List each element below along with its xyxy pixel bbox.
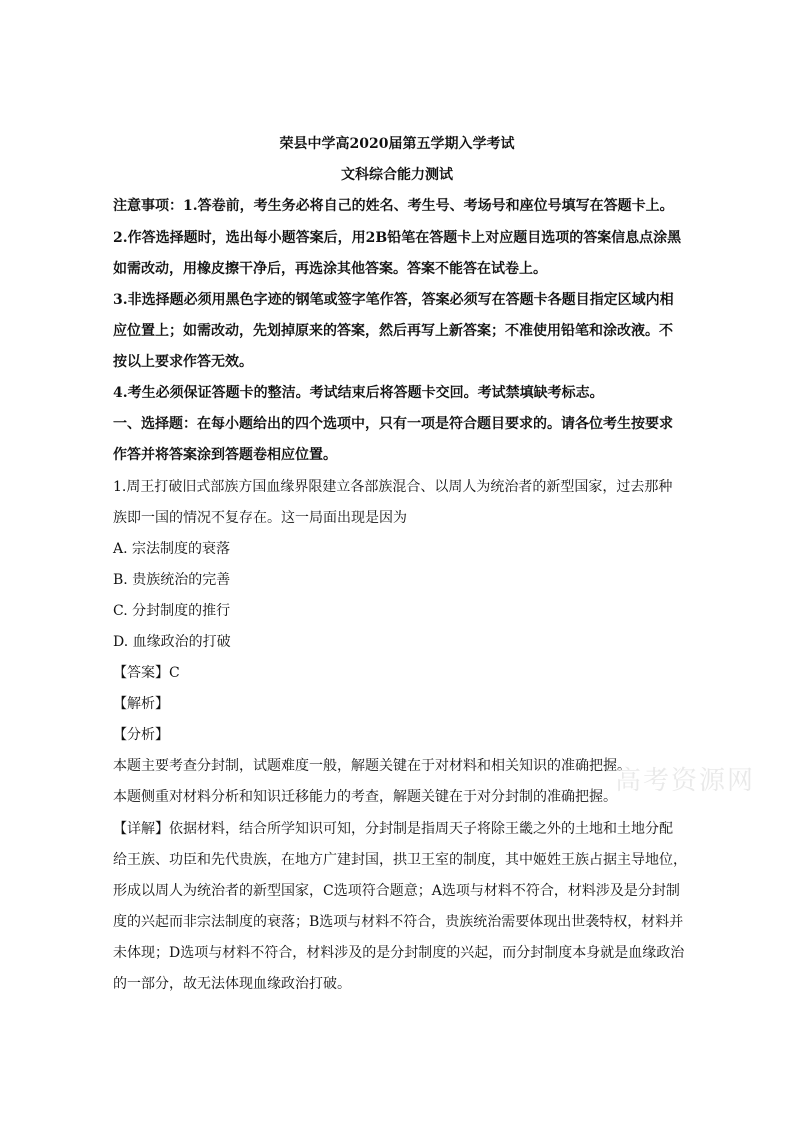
fenxi-heading: 【分析】 (113, 727, 169, 743)
notice-line: 如需改动，用橡皮擦干净后，再选涂其他答案。答案不能答在试卷上。 (113, 261, 547, 277)
option-d: D. 血缘政治的打破 (113, 634, 231, 650)
notice-line: 注意事项：1.答卷前，考生务必将自己的姓名、考生号、考场号和座位号填写在答题卡上。 (113, 198, 674, 214)
fenxi-text: 本题侧重对材料分析和知识迁移能力的考查，解题关键在于对分封制的准确把握。 (113, 789, 617, 805)
exam-title: 荣县中学高2020届第五学期入学考试 (279, 136, 515, 152)
detail-text: 未体现；D选项与材料不符合，材料涉及的是分封制度的兴起，而分封制度本身就是血缘政治 (113, 945, 685, 961)
notice-line: 应位置上；如需改动，先划掉原来的答案，然后再写上新答案；不准使用铅笔和涂改液。不 (113, 323, 673, 339)
question-stem: 1.周王打破旧式部族方国血缘界限建立各部族混合、以周人为统治者的新型国家，过去那种 (113, 479, 673, 495)
detail-text: 【详解】依据材料，结合所学知识可知，分封制是指周天子将除王畿之外的土地和土地分配 (113, 821, 673, 837)
section-heading: 作答并将答案涂到答题卷相应位置。 (113, 447, 337, 463)
option-a: A. 宗法制度的衰落 (113, 541, 231, 557)
watermark: 高考资源网 (615, 766, 756, 796)
detail-text: 给王族、功臣和先代贵族，在地方广建封国，拱卫王室的制度，其中姬姓王族占据主导地位， (113, 852, 687, 868)
exam-subtitle: 文科综合能力测试 (341, 167, 453, 183)
fenxi-text: 本题主要考查分封制，试题难度一般，解题关键在于对材料和相关知识的准确把握。 (113, 758, 631, 774)
option-b: B. 贵族统治的完善 (113, 572, 231, 588)
option-c: C. 分封制度的推行 (113, 603, 231, 619)
detail-text: 度的兴起而非宗法制度的衰落；B选项与材料不符合，贵族统治需要体现出世袭特权，材料并 (113, 914, 684, 930)
detail-text: 形成以周人为统治者的新型国家，C选项符合题意；A选项与材料不符合，材料涉及是分封制 (113, 883, 680, 899)
notice-line: 3.非选择题必须用黑色字迹的钢笔或签字笔作答，答案必须写在答题卡各题目指定区域内相 (113, 292, 674, 308)
section-heading: 一、选择题：在每小题给出的四个选项中，只有一项是符合题目要求的。请各位考生按要求 (113, 416, 673, 432)
notice-line: 按以上要求作答无效。 (113, 354, 253, 370)
answer: 【答案】C (113, 665, 180, 681)
detail-text: 的一部分，故无法体现血缘政治打破。 (113, 976, 351, 992)
analysis-heading: 【解析】 (113, 696, 169, 712)
question-stem: 族即一国的情况不复存在。这一局面出现是因为 (113, 510, 407, 526)
notice-line: 2.作答选择题时，选出每小题答案后，用2B铅笔在答题卡上对应题目选项的答案信息点涂黑 (113, 230, 682, 246)
notice-line: 4.考生必须保证答题卡的整洁。考试结束后将答题卡交回。考试禁填缺考标志。 (113, 385, 604, 401)
